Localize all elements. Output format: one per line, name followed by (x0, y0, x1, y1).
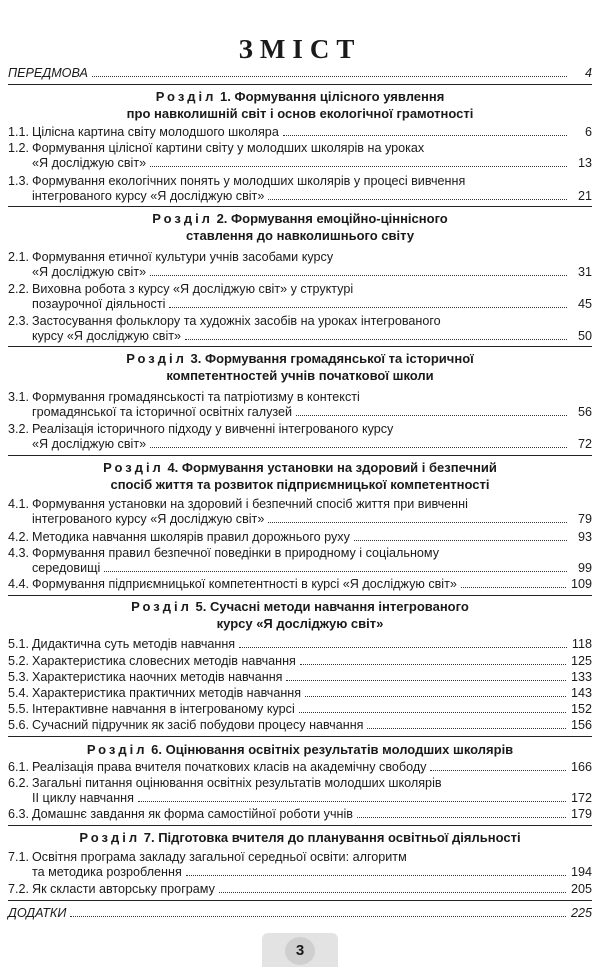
dot-leader (104, 562, 567, 572)
toc-entry-page: 225 (570, 906, 592, 920)
toc-entry-number: 2.3. (8, 314, 30, 328)
toc-entry[interactable] (8, 882, 592, 897)
toc-entry-label: Цілісна картина світу молодшого школяра (32, 125, 279, 139)
section-word: Розділ (79, 830, 141, 845)
toc-entry[interactable] (8, 807, 592, 822)
toc-entry[interactable] (8, 702, 592, 717)
toc-entry[interactable] (8, 670, 592, 685)
toc-entry-page: 152 (570, 702, 592, 716)
dot-leader (299, 703, 566, 713)
toc-entry-label-cont: громадянської та історичної освітніх галузей (32, 405, 293, 419)
dot-leader (430, 761, 566, 771)
toc-entry-label-cont: «Я досліджую світ» (32, 156, 147, 170)
toc-entry-number: 1.3. (8, 174, 30, 188)
toc-entry-page: 13 (577, 156, 592, 170)
divider (8, 206, 592, 207)
divider (8, 736, 592, 737)
toc-entry[interactable] (8, 422, 592, 452)
toc-entry-page: 21 (577, 189, 592, 203)
section-word: Розділ (86, 742, 148, 757)
section-heading (0, 598, 600, 632)
toc-entry-number: 4.3. (8, 546, 30, 560)
section-word: Розділ (103, 460, 164, 475)
dot-leader (150, 438, 567, 448)
toc-entry-label: Освітня програма закладу загальної середньої освіти: алгоритм (32, 850, 407, 864)
section-title-line2: ставлення до навколишнього світу (185, 228, 415, 243)
toc-entry[interactable] (8, 850, 592, 880)
dot-leader (300, 655, 566, 665)
toc-entry[interactable] (8, 546, 592, 576)
toc-entry-number: 2.1. (8, 250, 30, 264)
toc-entry-label: Характеристика наочних методів навчання (32, 670, 283, 684)
toc-entry-label-cont: та методика розроблення (32, 865, 182, 879)
toc-entry-number: 6.3. (8, 807, 30, 821)
toc-entry-label: Загальні питання оцінювання освітніх результатів молодших школярів (32, 776, 442, 790)
section-heading (0, 741, 600, 758)
dot-leader (268, 190, 567, 200)
toc-entry[interactable] (8, 776, 592, 806)
toc-entry[interactable] (8, 174, 592, 204)
toc-entry[interactable] (8, 314, 592, 344)
page-title: ЗМІСТ (238, 34, 362, 64)
toc-entry-number: 4.4. (8, 577, 30, 591)
toc-entry-label: Формування цілісної картини світу у молодших школярів на уроках (32, 141, 425, 155)
dot-leader (367, 719, 566, 729)
toc-entry[interactable] (8, 760, 592, 775)
toc-entry-label: Формування громадянськості та патріотизму в контексті (32, 390, 360, 404)
toc-entry-number: 3.1. (8, 390, 30, 404)
section-number: 7. (143, 830, 155, 845)
toc-entry-label: Реалізація права вчителя початкових класів на академічну свободу (32, 760, 427, 774)
toc-entry-number: 4.1. (8, 497, 30, 511)
toc-entry-label: Дидактична суть методів навчання (32, 637, 236, 651)
toc-entry-foreword[interactable] (8, 66, 592, 81)
toc-entry[interactable] (8, 577, 592, 592)
toc-entry-page: 125 (570, 654, 592, 668)
dot-leader (283, 126, 567, 136)
toc-entry-page: 109 (570, 577, 592, 591)
toc-entry-label: Характеристика словесних методів навчання (32, 654, 296, 668)
toc-entry-number: 5.1. (8, 637, 30, 651)
divider (8, 595, 592, 596)
dot-leader (185, 330, 567, 340)
toc-entry-label: Формування установки на здоровий і безпечний спосіб життя при вивченні (32, 497, 468, 511)
toc-entry-page: 72 (577, 437, 592, 451)
dot-leader (138, 792, 566, 802)
toc-entry-label: Формування екологічних понять у молодших школярів у процесі вивчення (32, 174, 466, 188)
toc-entry-page: 194 (570, 865, 592, 879)
toc-entry-label-cont: курсу «Я досліджую світ» (32, 329, 182, 343)
divider (8, 825, 592, 826)
section-title-line2: компетентностей учнів початкової школи (166, 368, 434, 383)
toc-entry-label-cont: «Я досліджую світ» (32, 437, 147, 451)
divider (8, 346, 592, 347)
toc-entry-label: Методика навчання школярів правил дорожнього руху (32, 530, 350, 544)
dot-leader (305, 687, 566, 697)
toc-entry-label: Характеристика практичних методів навчання (32, 686, 302, 700)
toc-entry-label: Застосування фольклору та художніх засобів на уроках інтегрованого (32, 314, 441, 328)
toc-entry-page: 4 (584, 66, 592, 80)
section-number: 3. (190, 351, 202, 366)
section-number: 1. (220, 89, 231, 104)
section-title-line2: про навколишній світ і основ екологічної грамотності (126, 106, 474, 121)
toc-entry-number: 5.2. (8, 654, 30, 668)
toc-entry[interactable] (8, 686, 592, 701)
toc-entry-page: 143 (570, 686, 592, 700)
dot-leader (70, 907, 566, 917)
divider (8, 900, 592, 901)
dot-leader (219, 883, 566, 893)
dot-leader (357, 808, 566, 818)
toc-entry-label: Формування правил безпечної поведінки в природному і соціальному (32, 546, 440, 560)
toc-entry-number: 1.2. (8, 141, 30, 155)
toc-entry-label: Домашнє завдання як форма самостійної роботи учнів (32, 807, 353, 821)
section-title-line2: курсу «Я досліджую світ» (216, 616, 384, 631)
divider (8, 84, 592, 85)
section-heading (0, 210, 600, 244)
section-heading (0, 829, 600, 846)
dot-leader (239, 638, 567, 648)
toc-entry-number: 5.6. (8, 718, 30, 732)
toc-entry-number: 7.1. (8, 850, 30, 864)
toc-entry[interactable] (8, 637, 592, 652)
dot-leader (268, 513, 567, 523)
section-title: Підготовка вчителя до планування освітньої діяльності (158, 830, 521, 845)
toc-entry-page: 156 (570, 718, 592, 732)
section-title: Формування установки на здоровий і безпечний (181, 460, 497, 475)
toc-entry-label-cont: II циклу навчання (32, 791, 134, 805)
section-heading (0, 459, 600, 493)
toc-entry-page: 93 (577, 530, 592, 544)
toc-entry-page: 99 (577, 561, 592, 575)
section-number: 2. (216, 211, 228, 226)
dot-leader (296, 406, 567, 416)
section-number: 6. (151, 742, 162, 757)
toc-entry[interactable] (8, 654, 592, 669)
section-title: Оцінювання освітніх результатів молодших школярів (165, 742, 514, 757)
toc-entry-page: 118 (571, 637, 592, 651)
dot-leader (461, 578, 566, 588)
toc-entry[interactable] (8, 125, 592, 140)
dot-leader (286, 671, 566, 681)
dot-leader (169, 298, 567, 308)
section-number: 5. (195, 599, 207, 614)
toc-entry-page: 31 (577, 265, 592, 279)
toc-entry-label-cont: середовищі (32, 561, 101, 575)
dot-leader (150, 266, 567, 276)
toc-entry-number: 7.2. (8, 882, 30, 896)
section-word: Розділ (155, 89, 217, 104)
section-word: Розділ (126, 351, 187, 366)
toc-entry-label: ПЕРЕДМОВА (8, 66, 88, 80)
section-heading (0, 350, 600, 384)
toc-entry-page: 79 (577, 512, 592, 526)
section-word: Розділ (152, 211, 213, 226)
toc-entry-page: 56 (577, 405, 592, 419)
toc-entry[interactable] (8, 718, 592, 733)
toc-entry-number: 6.1. (8, 760, 30, 774)
toc-entry-page: 6 (584, 125, 592, 139)
section-title: Формування емоційно-ціннісного (231, 211, 448, 226)
toc-entry-page: 50 (577, 329, 592, 343)
toc-entry-number: 3.2. (8, 422, 30, 436)
section-title: Формування громадянської та історичної (204, 351, 474, 366)
toc-entry-page: 205 (570, 882, 592, 896)
toc-entry-label: Як скласти авторську програму (32, 882, 215, 896)
toc-entry-number: 5.3. (8, 670, 30, 684)
toc-entry[interactable] (8, 390, 592, 420)
toc-entry[interactable] (8, 282, 592, 312)
toc-entry-label: Виховна робота з курсу «Я досліджую світ» у структурі (32, 282, 354, 296)
toc-entry-label: Сучасний підручник як засіб побудови процесу навчання (32, 718, 364, 732)
toc-entry-page: 45 (577, 297, 592, 311)
toc-entry-label-cont: «Я досліджую світ» (32, 265, 147, 279)
section-title-line2: спосіб життя та розвиток підприємницької компетентності (110, 477, 490, 492)
toc-entry-page: 172 (570, 791, 592, 805)
toc-entry-label-cont: позаурочної діяльності (32, 297, 166, 311)
toc-entry-number: 6.2. (8, 776, 30, 790)
toc-entry-label: Інтерактивне навчання в інтегрованому курсі (32, 702, 295, 716)
toc-entry-page: 166 (570, 760, 592, 774)
page-number: 3 (285, 937, 315, 965)
toc-entry-number: 5.5. (8, 702, 30, 716)
toc-entry[interactable] (8, 530, 592, 545)
section-number: 4. (167, 460, 179, 475)
divider (8, 455, 592, 456)
toc-entry-number: 4.2. (8, 530, 30, 544)
toc-entry-appendix[interactable] (8, 906, 592, 921)
toc-entry[interactable] (8, 141, 592, 171)
section-heading (0, 88, 600, 122)
toc-entry-page: 179 (570, 807, 592, 821)
toc-entry-number: 1.1. (8, 125, 30, 139)
toc-entry-number: 2.2. (8, 282, 30, 296)
toc-entry-label: Реалізація історичного підходу у вивченні інтегрованого курсу (32, 422, 394, 436)
toc-entry-label: Формування етичної культури учнів засобами курсу (32, 250, 334, 264)
section-word: Розділ (131, 599, 192, 614)
toc-entry[interactable] (8, 250, 592, 280)
dot-leader (150, 157, 567, 167)
toc-entry-number: 5.4. (8, 686, 30, 700)
dot-leader (92, 67, 567, 77)
toc-entry[interactable] (8, 497, 592, 527)
toc-entry-label: ДОДАТКИ (8, 906, 67, 920)
toc-entry-label: Формування підприємницької компетентності в курсі «Я досліджую світ» (32, 577, 457, 591)
section-title: Формування цілісного уявлення (234, 89, 445, 104)
toc-entry-label-cont: інтегрованого курсу «Я досліджую світ» (32, 512, 265, 526)
toc-entry-page: 133 (570, 670, 592, 684)
dot-leader (354, 531, 567, 541)
section-title: Сучасні методи навчання інтегрованого (209, 599, 469, 614)
dot-leader (186, 866, 566, 876)
toc-entry-label-cont: інтегрованого курсу «Я досліджую світ» (32, 189, 265, 203)
